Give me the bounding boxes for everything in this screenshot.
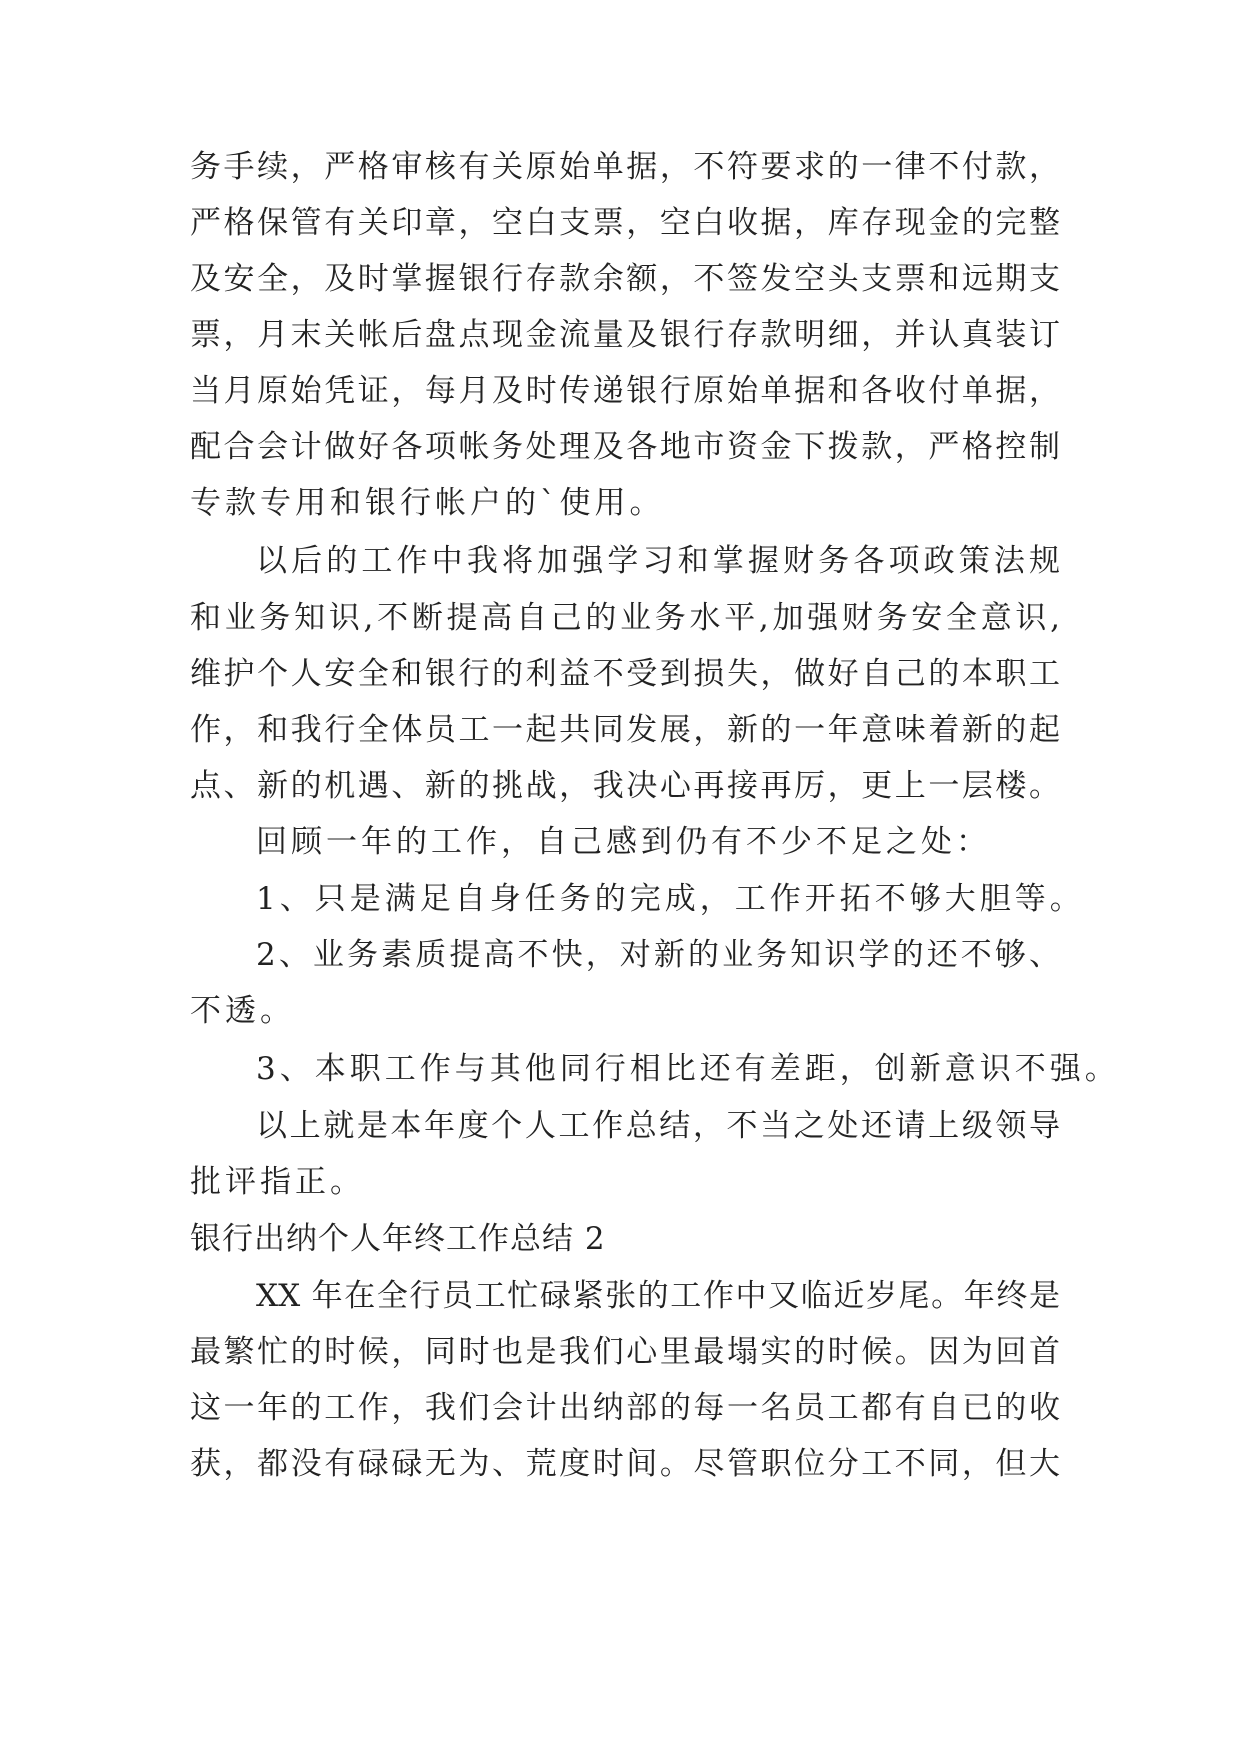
paragraph-first-line: 回顾一年的工作，自己感到仍有不少不足之处：: [256, 824, 991, 860]
text-line: 和业务知识,不断提高自己的业务水平,加强财务安全意识,: [190, 600, 1060, 636]
text-line: 最繁忙的时候，同时也是我们心里最塌实的时候。因为回首: [190, 1334, 1060, 1370]
list-item-1: 1、只是满足自身任务的完成，工作开拓不够大胆等。: [256, 881, 1085, 917]
text-line: 点、新的机遇、新的挑战，我决心再接再厉，更上一层楼。: [190, 768, 1060, 804]
text-line: 严格保管有关印章，空白支票，空白收据，库存现金的完整: [190, 205, 1060, 241]
text-line: 及安全，及时掌握银行存款余额，不签发空头支票和远期支: [190, 261, 1060, 297]
paragraph-first-line: 以上就是本年度个人工作总结，不当之处还请上级领导: [256, 1108, 1060, 1144]
text-line: 维护个人安全和银行的利益不受到损失，做好自己的本职工: [190, 656, 1060, 692]
paragraph-first-line: 以后的工作中我将加强学习和掌握财务各项政策法规: [256, 543, 1060, 579]
text-line: 配合会计做好各项帐务处理及各地市资金下拨款，严格控制: [190, 429, 1060, 465]
text-line: 获，都没有碌碌无为、荒度时间。尽管职位分工不同，但大: [190, 1446, 1060, 1482]
section-heading: 银行出纳个人年终工作总结 2: [190, 1221, 606, 1257]
text-line: 这一年的工作，我们会计出纳部的每一名员工都有自已的收: [190, 1390, 1060, 1426]
text-line: 批评指正。: [190, 1164, 365, 1200]
list-item-2: 2、业务素质提高不快，对新的业务知识学的还不够、: [256, 937, 1060, 973]
text-line: 务手续，严格审核有关原始单据，不符要求的一律不付款，: [190, 149, 1060, 185]
text-line: 作，和我行全体员工一起共同发展，新的一年意味着新的起: [190, 712, 1060, 748]
paragraph-first-line: XX 年在全行员工忙碌紧张的工作中又临近岁尾。年终是: [256, 1278, 1060, 1314]
text-line: 票，月末关帐后盘点现金流量及银行存款明细，并认真装订: [190, 317, 1060, 353]
text-line: 专款专用和银行帐户的`使用。: [190, 485, 665, 521]
text-line: 不透。: [190, 993, 295, 1029]
text-line: 当月原始凭证，每月及时传递银行原始单据和各收付单据，: [190, 373, 1060, 409]
list-item-3: 3、本职工作与其他同行相比还有差距，创新意识不强。: [256, 1051, 1120, 1087]
